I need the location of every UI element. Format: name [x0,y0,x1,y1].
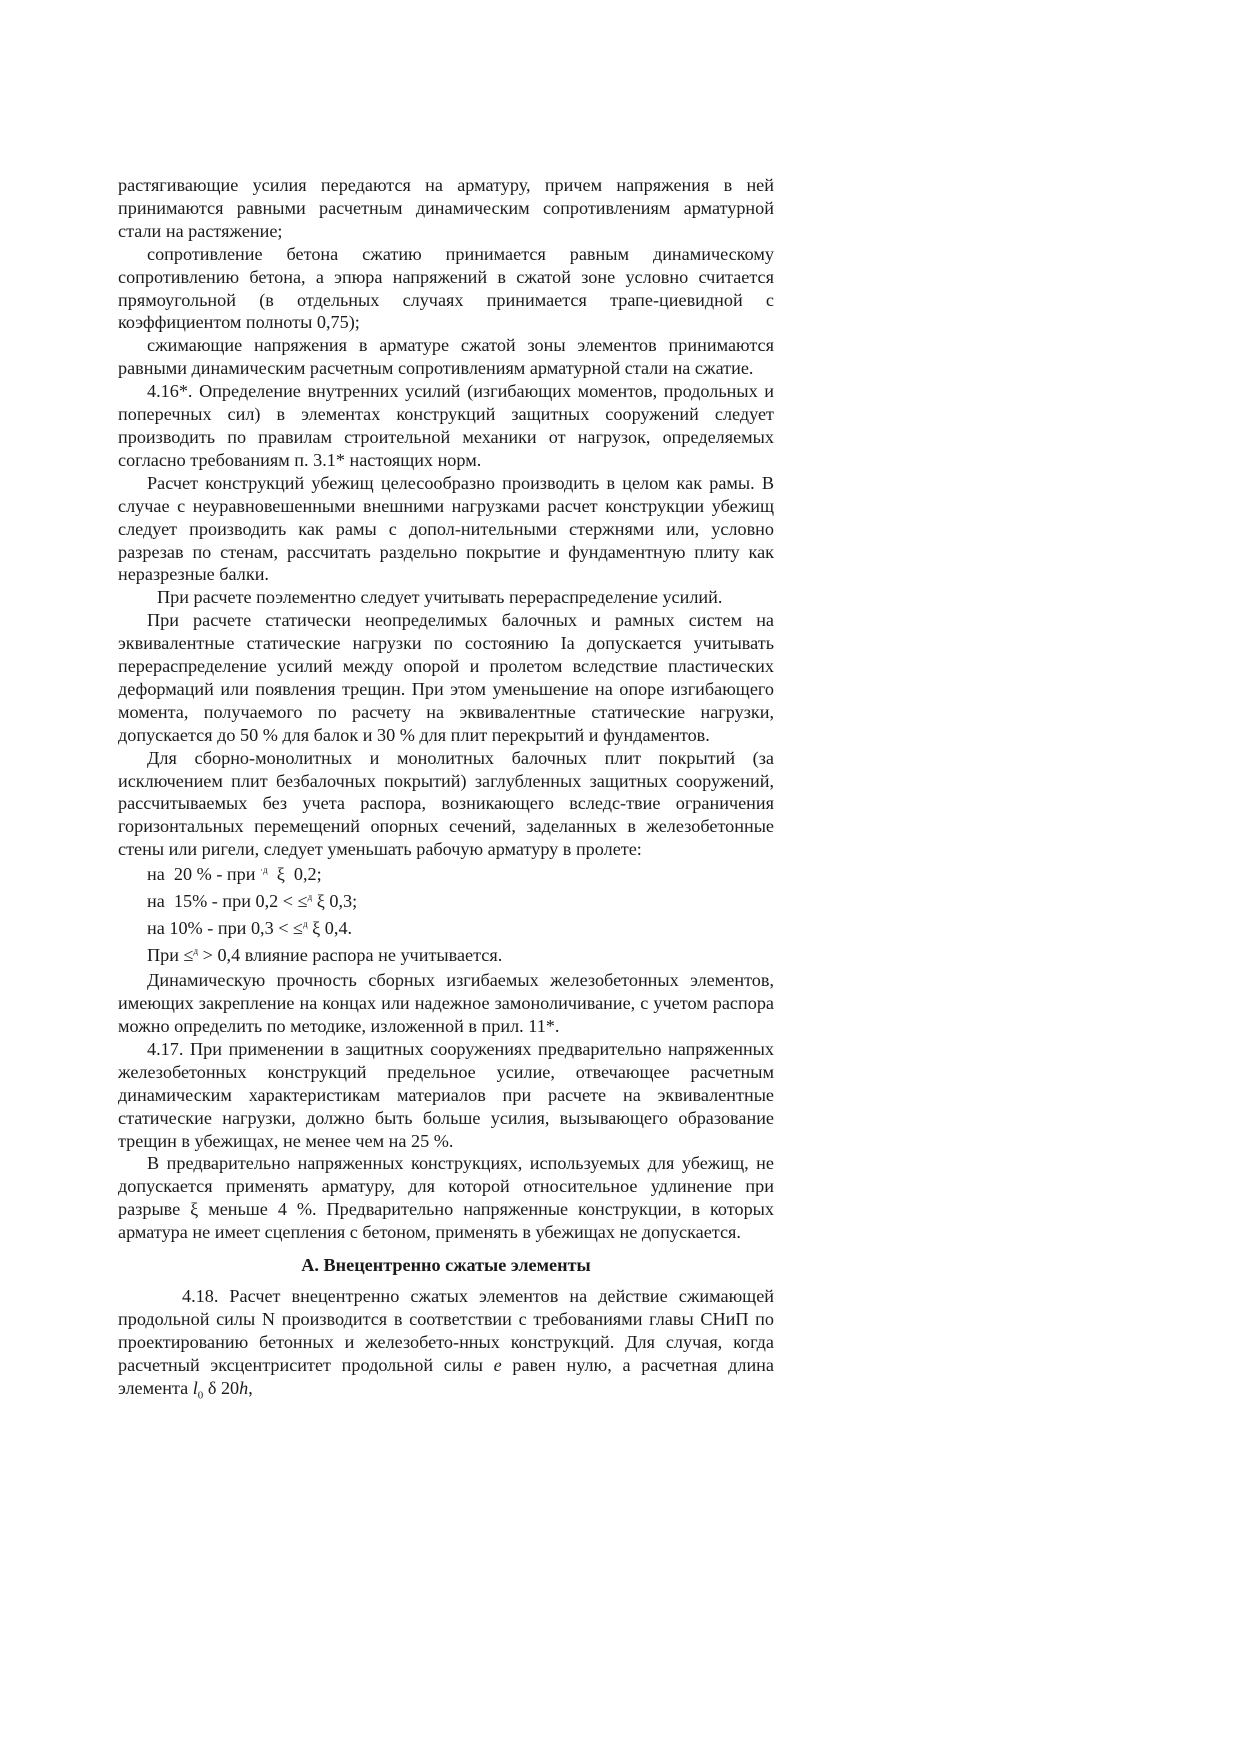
body-text-part-2 [118,969,774,1244]
formula-text: ξ 0,3; [312,891,358,912]
math-symbol-l: l [192,1377,198,1398]
paragraph-prestressed: В предварительно напряженных конструкциях, используемых для убежищ, не допускается применять арматуру, для которой относительное удлинение при разрыве ξ меньше 4 %. Предварительно напряженные конструкции, в которых арматура не имеет сцепления с бетоном, применять в убежищах не допускается. [118,1153,774,1243]
formula-text: При ≤ [147,945,194,966]
formula-text: на 15% - при 0,2 < ≤ [147,891,308,912]
paragraph-concrete-compression: сопротивление бетона сжатию принимается равным динамическому сопротивлению бетона, а эпюра напряжений в сжатой зоне условно считается прямоугольной (в отдельных случаях принимается трапе-циевидной с коэффициентом полноты 0,75); [118,243,774,333]
section-heading: А. Внецентренно сжатые элементы [301,1255,591,1276]
paragraph-4-17: 4.17. При применении в защитных сооружениях предварительно напряженных железобетонных конструкций предельное усилие, отвечающее расчетным динамическим характеристикам материалов при расчете на эквивалентные статические нагрузки, должно быть больше усилия, вызывающего образование трещин в убежищах, не менее чем на 25 %. [118,1038,774,1151]
paragraph-4-16: 4.16*. Определение внутренних усилий (изгибающих моментов, продольных и поперечных сил) в элементах конструкций защитных сооружений следует производить по правилам строительной механики от нагрузок, определяемых согласно требованиям п. 3.1* настоящих норм. [118,381,774,470]
formula-text: на 10% - при 0,3 < ≤ [147,918,304,939]
paragraph-frame-calculation: Расчет конструкций убежищ целесообразно производить в целом как рамы. В случае с неуравновешенными внешними нагрузками расчет конструкции убежищ следует производить как рамы с допол-нительными стержнями или, условно разрезав по стенам, рассчитать раздельно покрытие и фундаментную плиту как неразрезные балки. [118,472,774,585]
paragraph-element-calculation: При расчете поэлементно следует учитывать перераспределение усилий. [157,587,723,608]
formula-superscript: ·д [260,865,268,876]
paragraph-dynamic-strength: Динамическую прочность сборных изгибаемых железобетонных элементов, имеющих закрепление на концах или надежное замоноличивание, с учетом распора можно определить по методике, изложенной в прил. 11*. [118,970,774,1036]
body-text-part-1 [118,174,774,861]
formula-line [118,861,774,888]
paragraph-tension-reinforcement: растягивающие усилия передаются на арматуру, причем напряжения в ней принимаются равными расчетным динамическим сопротивлениям арматурной стали на растяжение; [118,175,774,241]
formula-list [118,861,774,969]
formula-superscript: д [303,919,308,930]
math-symbol-e: e [493,1354,502,1375]
formula-superscript: д [307,892,313,903]
math-subscript: 0 [197,1389,204,1402]
formula-line [118,942,774,969]
document-page [118,174,774,1400]
formula-text: ξ 0,4. [307,918,353,939]
paragraph-4-18 [118,1285,774,1400]
text-run: δ 20 [203,1377,240,1398]
paragraph-compressive-stress: сжимающие напряжения в арматуре сжатой зоны элементов принимаются равными динамическим расчетным сопротивлениям арматурной стали на сжатие. [118,335,774,379]
formula-text: ξ 0,2; [267,864,322,885]
formula-text: на 20 % - при [147,864,261,885]
formula-line [118,915,774,942]
text-run: 4.18. Расчет внецентренно сжатых элементов на действие сжимающей продольной силы N производится в соответствии с требованиями главы СНиП по проектированию бетонных и железобето-нных конструкций. Для случая, когда расчетный эксцентриситет продольной силы [118,1285,774,1375]
math-symbol-h: h [239,1377,249,1398]
text-run: , [248,1377,253,1398]
formula-superscript: д [193,946,199,957]
formula-text: > 0,4 влияние распора не учитывается. [198,945,503,966]
paragraph-redistribution: При расчете статически неопределимых балочных и рамных систем на эквивалентные статические нагрузки по состоянию Iа допускается учитывать перераспределение усилий между опорой и пролетом вследствие пластических деформаций или появления трещин. При этом уменьшение на опоре изгибающего момента, получаемого по расчету на эквивалентные статические нагрузки, допускается до 50 % для балок и 30 % для плит перекрытий и фундаментов. [118,610,774,745]
text-run: равен нулю, а расчетная длина элемента [118,1354,774,1398]
paragraph-precast-slabs: Для сборно-монолитных и монолитных балочных плит покрытий (за исключением плит безбалочных покрытий) заглубленных защитных сооружений, рассчитываемых без учета распора, возникающего вследс-твие ограничения горизонтальных перемещений опорных сечений, заделанных в железобетонные стены или ригели, следует уменьшать рабочую арматуру в пролете: [118,747,774,860]
formula-line [118,888,774,915]
